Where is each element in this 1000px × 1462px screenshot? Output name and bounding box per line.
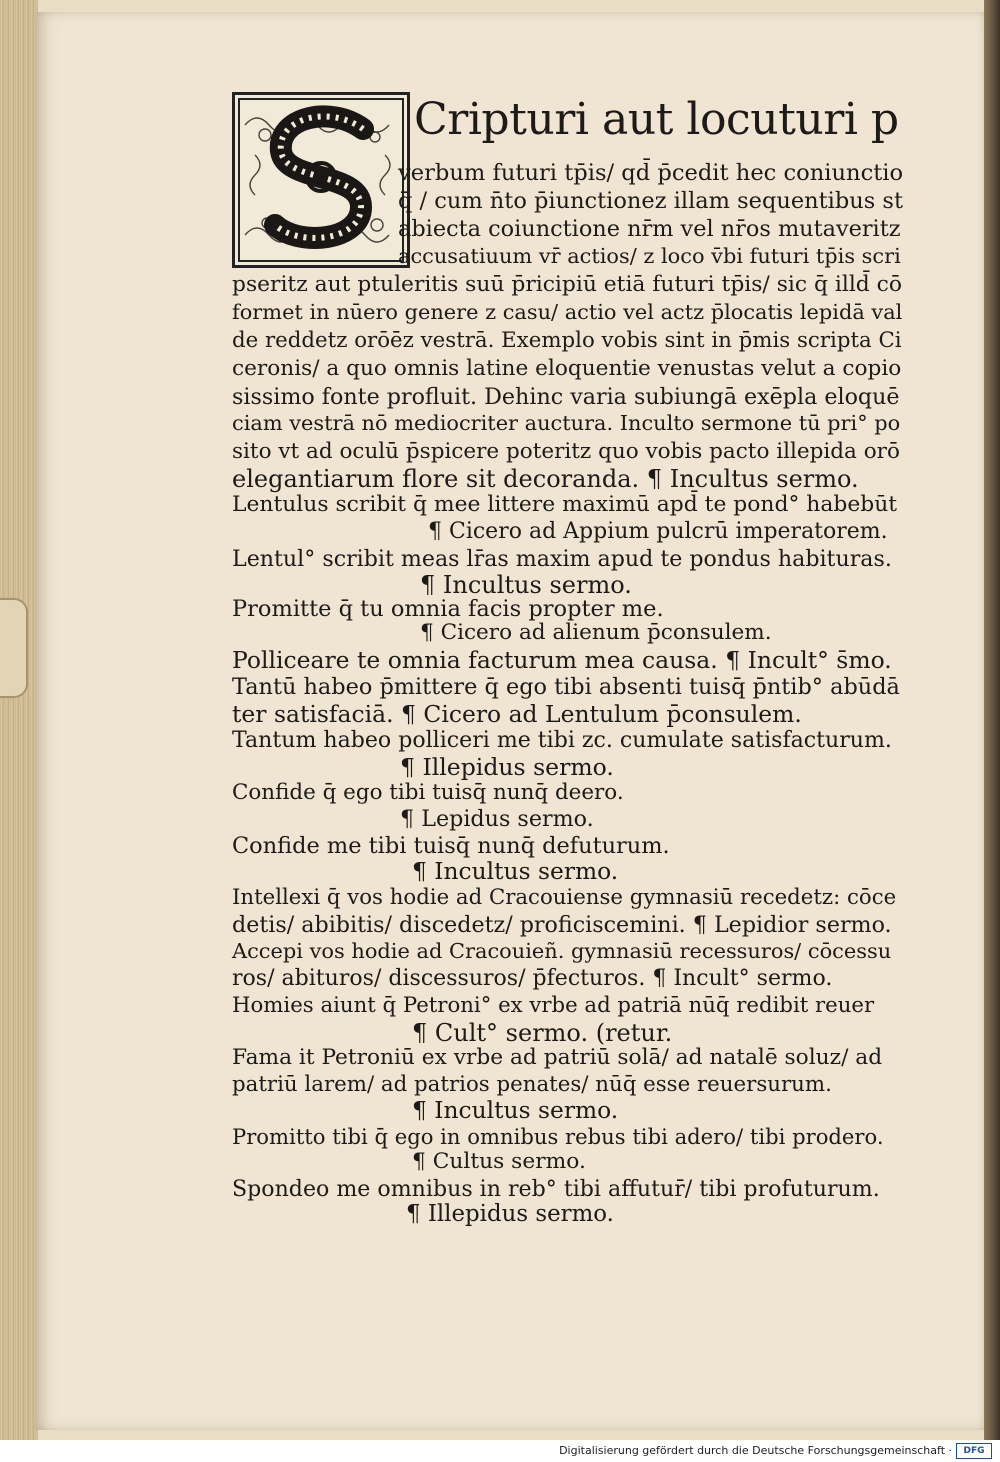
text-line: Lentulus scribit q̄ mee littere maximū apd̄ te pond° habebūt (232, 492, 898, 517)
text-line: Tantū habeo p̄mittere q̄ ego tibi absenti tuisq̄ p̄ntib° abūdā (232, 674, 900, 700)
book-binding-edge (984, 0, 1000, 1440)
page-tab-marker (0, 598, 28, 698)
text-line: Tantum habeo polliceri me tibi zc. cumulate satisfacturum. (232, 728, 892, 753)
text-line: Lentul° scribit meas lr̄as maxim apud te pondus habituras. (232, 546, 892, 572)
text-line: Intellexi q̄ vos hodie ad Cracouiense gymnasiū recedetz: cōce (232, 885, 897, 910)
text-line: q̄ / cum n̄to p̄iunctionez illam sequentibus st (398, 188, 903, 214)
text-line: ceronis/ a quo omnis latine eloquentie venustas velut a copio (232, 356, 902, 381)
text-line: de reddetz orōēz vestrā. Exemplo vobis sint in p̄mis scripta Ci (232, 328, 902, 353)
text-line: ¶ Incultus sermo. (420, 571, 632, 599)
text-line: ¶ Incultus sermo. (412, 857, 619, 885)
text-line: ¶ Lepidus sermo. (400, 806, 594, 832)
text-line: verbum futuri tp̄is/ qd̄ p̄cedit hec coniunctio (398, 160, 904, 186)
text-line: ¶ Cult° sermo. (retur. (412, 1019, 673, 1047)
text-line: Accepi vos hodie ad Cracouieñ. gymnasiū recessuros/ cōcessu (232, 939, 892, 963)
text-line: Polliceare te omnia facturum mea causa. ¶ Incult° s̄mo. (232, 646, 892, 674)
dfg-logo: DFG (956, 1443, 992, 1459)
heading-line: Cripturi aut locuturi p (414, 94, 899, 145)
decorated-initial-s (232, 92, 410, 268)
text-line: elegantiarum flore sit decoranda. ¶ Incultus sermo. (232, 465, 859, 493)
text-line: accusatiuum vr̄ actios/ z loco v̄bi futuri tp̄is scri (398, 244, 901, 268)
text-line: Promitte q̄ tu omnia facis propter me. (232, 596, 664, 622)
text-line: ¶ Cultus sermo. (412, 1149, 586, 1174)
text-line: ¶ Illepidus sermo. (400, 753, 614, 781)
text-line: ¶ Cicero ad Appium pulcrū imperatorem. (428, 519, 888, 544)
text-line: Confide me tibi tuisq̄ nunq̄ defuturum. (232, 833, 670, 859)
text-line: ros/ abituros/ discessuros/ p̄fecturos. ¶ Incult° sermo. (232, 966, 833, 991)
text-line: patriū larem/ ad patrios penates/ nūq̄ esse reuersurum. (232, 1072, 832, 1097)
text-line: sissimo fonte profluit. Dehinc varia subiungā exēpla eloquē (232, 384, 900, 410)
text-line: Confide q̄ ego tibi tuisq̄ nunq̄ deero. (232, 780, 624, 805)
text-line: ¶ Incultus sermo. (412, 1096, 619, 1124)
text-line: ter satisfaciā. ¶ Cicero ad Lentulum p̄consulem. (232, 700, 802, 728)
footer-bar (0, 1440, 1000, 1462)
text-line: pseritz aut ptuleritis suū p̄ricipiū etiā futuri tp̄is/ sic q̄ illd̄ cō (232, 272, 902, 297)
text-line: ¶ Cicero ad alienum p̄consulem. (420, 620, 772, 645)
text-line: abiecta coiunctione nr̄m vel nr̄os mutaveritz (398, 216, 901, 242)
text-line: Spondeo me omnibus in reb° tibi affutur̄/ tibi profuturum. (232, 1176, 880, 1202)
text-line: ¶ Illepidus sermo. (406, 1201, 614, 1227)
text-line: Promitto tibi q̄ ego in omnibus rebus tibi adero/ tibi prodero. (232, 1124, 884, 1149)
footer-credit: Digitalisierung gefördert durch die Deutsche Forschungsgemeinschaft · (559, 1444, 952, 1457)
text-line: sito vt ad oculū p̄spicere poteritz quo vobis pacto illepida orō (232, 439, 900, 464)
book-page-edges (0, 0, 38, 1440)
text-line: Fama it Petroniū ex vrbe ad patriū solā/ ad natalē soluz/ ad (232, 1045, 883, 1070)
text-line: detis/ abibitis/ discedetz/ proficiscemini. ¶ Lepidior sermo. (232, 912, 892, 938)
text-line: ciam vestrā nō mediocriter auctura. Inculto sermone tū pri° po (232, 411, 901, 435)
text-line: Homies aiunt q̄ Petroni° ex vrbe ad patriā nūq̄ redibit reuer (232, 993, 875, 1018)
text-line: formet in nūero genere z casu/ actio vel actz p̄locatis lepidā val (232, 300, 903, 324)
